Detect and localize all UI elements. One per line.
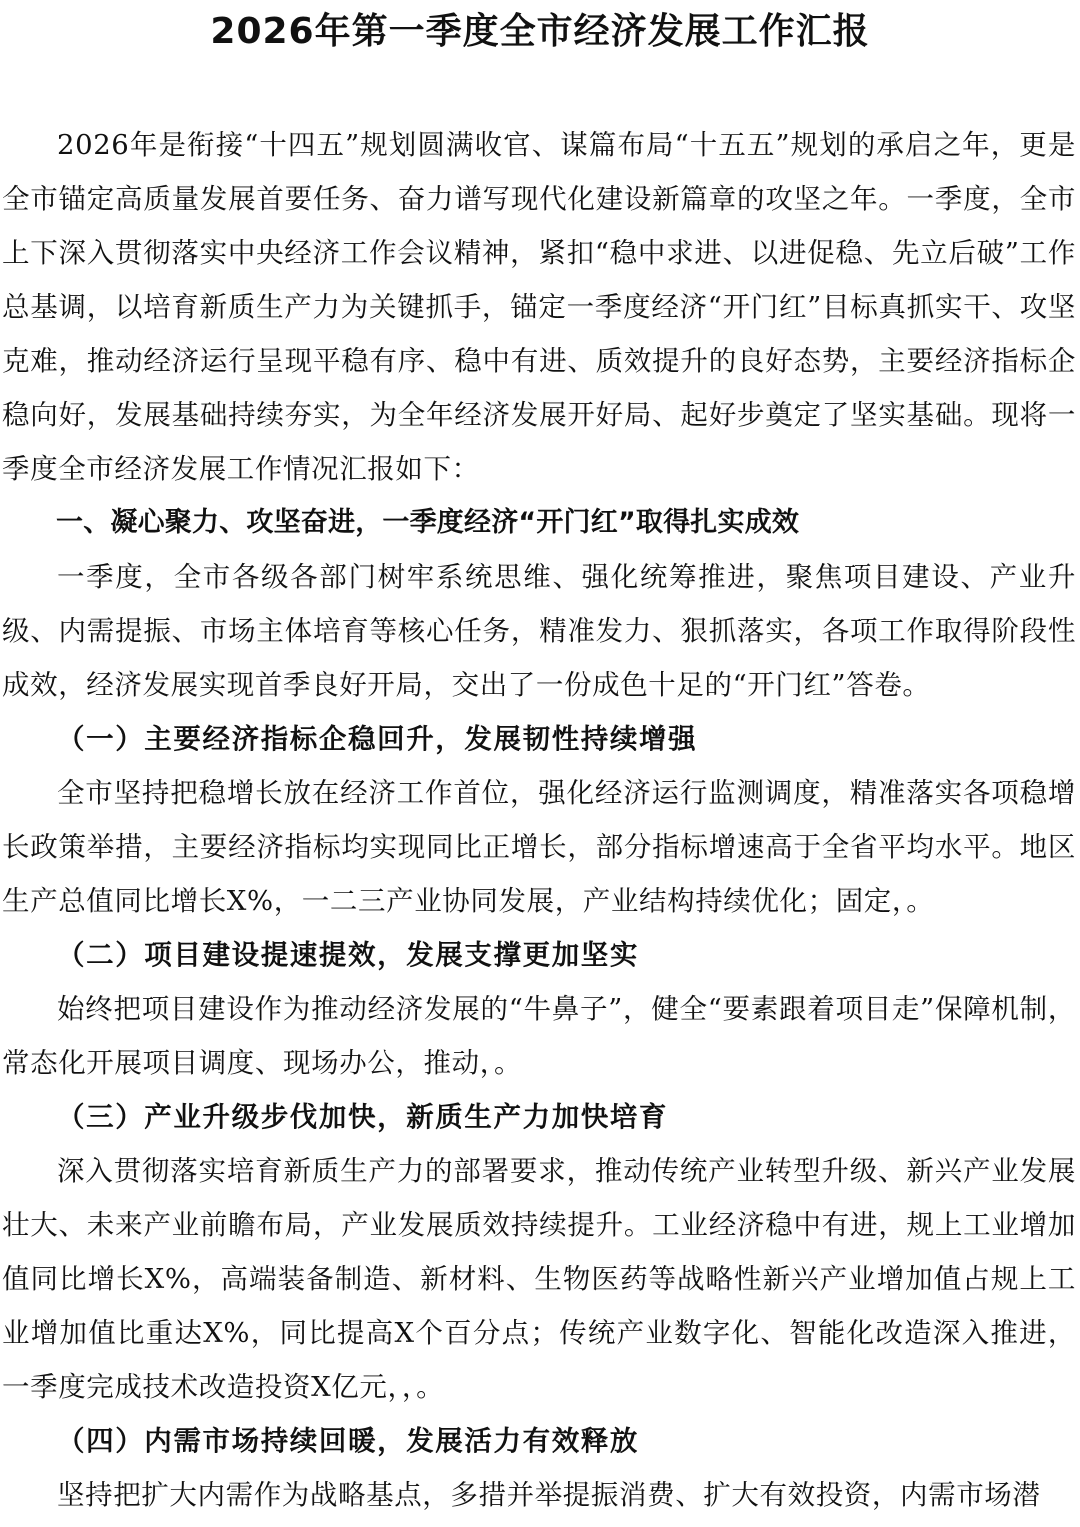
subsection-2-paragraph: 始终把项目建设作为推动经济发展的“牛鼻子”，健全“要素跟着项目走”保障机制，常态化开展项目调度、现场办公，推动，。 xyxy=(2,993,1076,1079)
section-heading-1: 一、凝心聚力、攻坚奋进，一季度经济“开门红”取得扎实成效 xyxy=(56,507,800,538)
subsection-heading-2: （二）项目建设提速提效，发展支撑更加坚实 xyxy=(57,939,639,971)
subsection-3-paragraph: 深入贯彻落实培育新质生产力的部署要求，推动传统产业转型升级、新兴产业发展壮大、未来产业前瞻布局，产业发展质效持续提升。工业经济稳中有进，规上工业增加值同比增长X%，高端装备制造、新材料、生物医药等战略性新兴产业增加值占规上工业增加值比重达X%，同比提高X个百分点；传统产业数字化、智能化改造深入推进，一季度完成技术改造投资X亿元，，。 xyxy=(2,1155,1076,1403)
subsection-heading-1: （一）主要经济指标企稳回升，发展韧性持续增强 xyxy=(57,723,698,755)
intro-paragraph: 2026年是衔接“十四五”规划圆满收官、谋篇布局“十五五”规划的承启之年，更是全市锚定高质量发展首要任务、奋力谱写现代化建设新篇章的攻坚之年。一季度，全市上下深入贯彻落实中央经济工作会议精神，紧扣“稳中求进、以进促稳、先立后破”工作总基调，以培育新质生产力为关键抓手，锚定一季度经济“开门红”目标真抓实干、攻坚克难，推动经济运行呈现平稳有序、稳中有进、质效提升的良好态势，主要经济指标企稳向好，发展基础持续夯实，为全年经济发展开好局、起好步奠定了坚实基础。现将一季度全市经济发展工作情况汇报如下： xyxy=(2,129,1076,485)
subsection-heading-4: （四）内需市场持续回暖，发展活力有效释放 xyxy=(57,1425,639,1457)
subsection-1-paragraph: 全市坚持把稳增长放在经济工作首位，强化经济运行监测调度，精准落实各项稳增长政策举措，主要经济指标均实现同比正增长，部分指标增速高于全省平均水平。地区生产总值同比增长X%，一二三产业协同发展，产业结构持续优化；固定，。 xyxy=(2,777,1076,917)
section-1-paragraph: 一季度，全市各级各部门树牢系统思维、强化统筹推进，聚焦项目建设、产业升级、内需提振、市场主体培育等核心任务，精准发力、狠抓落实，各项工作取得阶段性成效，经济发展实现首季良好开局，交出了一份成色十足的“开门红”答卷。 xyxy=(2,561,1076,701)
subsection-4-paragraph: 坚持把扩大内需作为战略基点，多措并举提振消费、扩大有效投资，内需市场潜 xyxy=(57,1479,1041,1511)
subsection-heading-3: （三）产业升级步伐加快，新质生产力加快培育 xyxy=(57,1101,669,1133)
document-body xyxy=(2,118,1076,1522)
document-title: 2026年第一季度全市经济发展工作汇报 xyxy=(210,11,870,52)
